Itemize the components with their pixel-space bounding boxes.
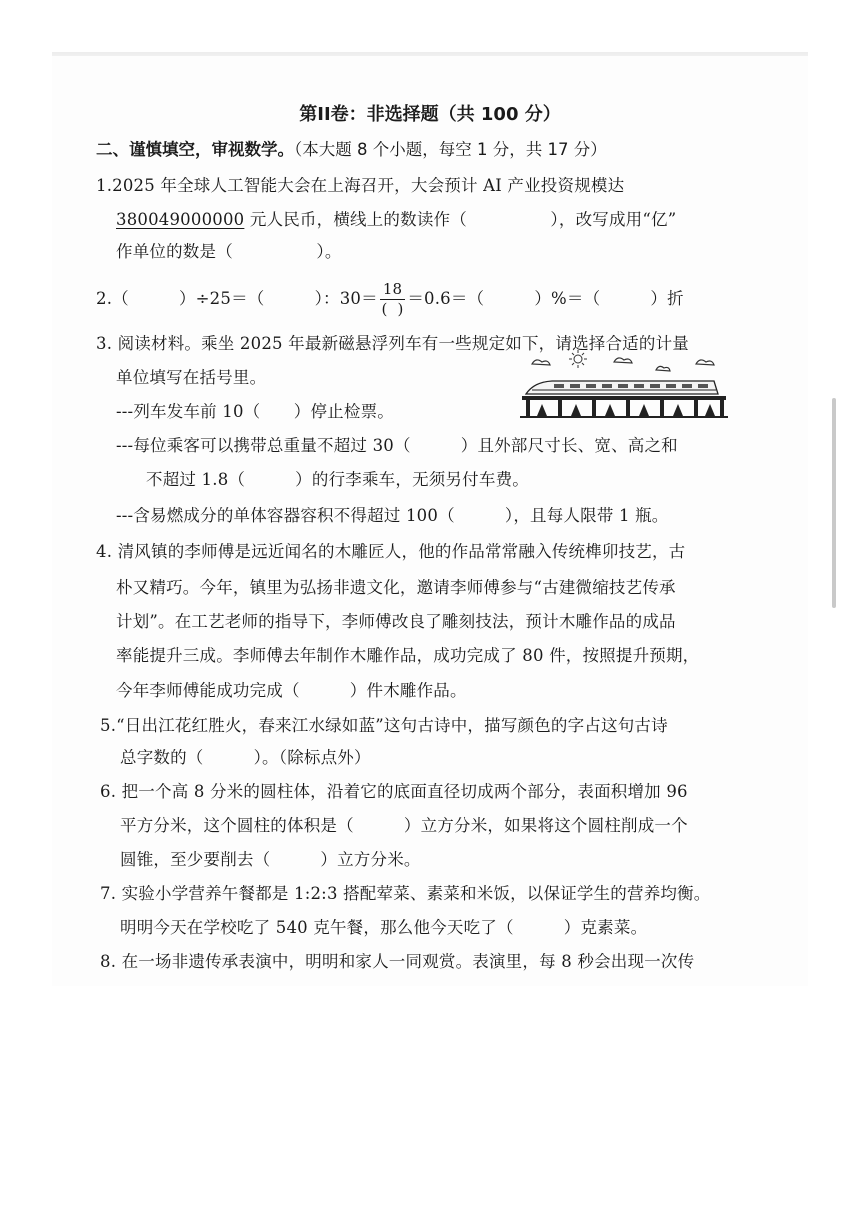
q1-line1: 1.2025 年全球人工智能大会在上海召开，大会预计 AI 产业投资规模达 bbox=[96, 176, 625, 195]
q3-rule2-cont: 不超过 1.8（ ）的行李乘车，无须另付车费。 bbox=[146, 470, 529, 489]
q4-line5: 今年李师傅能成功完成（ ）件木雕作品。 bbox=[116, 681, 467, 700]
q3-line1: 3. 阅读材料。乘坐 2025 年最新磁悬浮列车有一些规定如下，请选择合适的计量 bbox=[96, 334, 689, 353]
q2-line bbox=[96, 282, 684, 317]
q5-line2: 总字数的（ ）。（除标点外） bbox=[120, 748, 371, 767]
q2-fraction bbox=[380, 282, 406, 317]
q3-rule1: ---列车发车前 10（ ）停止检票。 bbox=[116, 402, 394, 421]
scrollbar-thumb[interactable] bbox=[832, 398, 836, 608]
q2-prefix: 2.（ ）÷25＝（ ）：30＝ bbox=[96, 289, 378, 308]
q4-line3: 计划”。在工艺老师的指导下，李师傅改良了雕刻技法，预计木雕作品的成品 bbox=[116, 612, 676, 631]
page-title: 第II卷：非选择题（共 100 分） bbox=[299, 104, 561, 125]
q2-fraction-denominator: ( ) bbox=[381, 300, 404, 318]
q3-rule2: ---每位乘客可以携带总重量不超过 30（ ）且外部尺寸长、宽、高之和 bbox=[116, 436, 678, 455]
q2-fraction-numerator: 18 bbox=[380, 282, 406, 300]
q4-line2: 朴又精巧。今年，镇里为弘扬非遗文化，邀请李师傅参与“古建微缩技艺传承 bbox=[116, 578, 676, 597]
maglev-train-icon bbox=[518, 350, 730, 422]
q4-line4: 率能提升三成。李师傅去年制作木雕作品，成功完成了 80 件，按照提升预期， bbox=[116, 646, 700, 665]
q7-line2: 明明今天在学校吃了 540 克午餐，那么他今天吃了（ ）克素菜。 bbox=[120, 918, 648, 937]
q5-line1: 5.“日出江花红胜火，春来江水绿如蓝”这句古诗中，描写颜色的字占这句古诗 bbox=[100, 716, 668, 735]
section-heading bbox=[96, 136, 607, 160]
q2-suffix: ＝0.6＝（ ）%＝（ ）折 bbox=[407, 289, 684, 308]
q1-number: 380049000000 bbox=[116, 210, 245, 229]
q1-line2 bbox=[116, 206, 676, 230]
q7-line1: 7. 实验小学营养午餐都是 1:2:3 搭配荤菜、素菜和米饭，以保证学生的营养均衡。 bbox=[100, 884, 711, 903]
section-note: （本大题 8 个小题，每空 1 分，共 17 分） bbox=[294, 140, 607, 159]
q4-line1: 4. 清风镇的李师傅是远近闻名的木雕匠人，他的作品常常融入传统榫卯技艺，古 bbox=[96, 542, 686, 561]
q3-line2: 单位填写在括号里。 bbox=[116, 368, 267, 387]
q8-line1: 8. 在一场非遗传承表演中，明明和家人一同观赏。表演里，每 8 秒会出现一次传 bbox=[100, 952, 695, 971]
section-title: 二、谨慎填空，审视数学。 bbox=[96, 140, 294, 159]
q3-rule3: ---含易燃成分的单体容器容积不得超过 100（ ），且每人限带 1 瓶。 bbox=[116, 506, 669, 525]
q6-line3: 圆锥，至少要削去（ ）立方分米。 bbox=[120, 850, 421, 869]
q6-line2: 平方分米，这个圆柱的体积是（ ）立方分米，如果将这个圆柱削成一个 bbox=[120, 816, 688, 835]
q1-line3: 作单位的数是（ ）。 bbox=[116, 242, 342, 261]
q1-line2-rest: 元人民币，横线上的数读作（ ），改写成用“亿” bbox=[244, 210, 677, 229]
q6-line1: 6. 把一个高 8 分米的圆柱体，沿着它的底面直径切成两个部分，表面积增加 96 bbox=[100, 782, 688, 801]
